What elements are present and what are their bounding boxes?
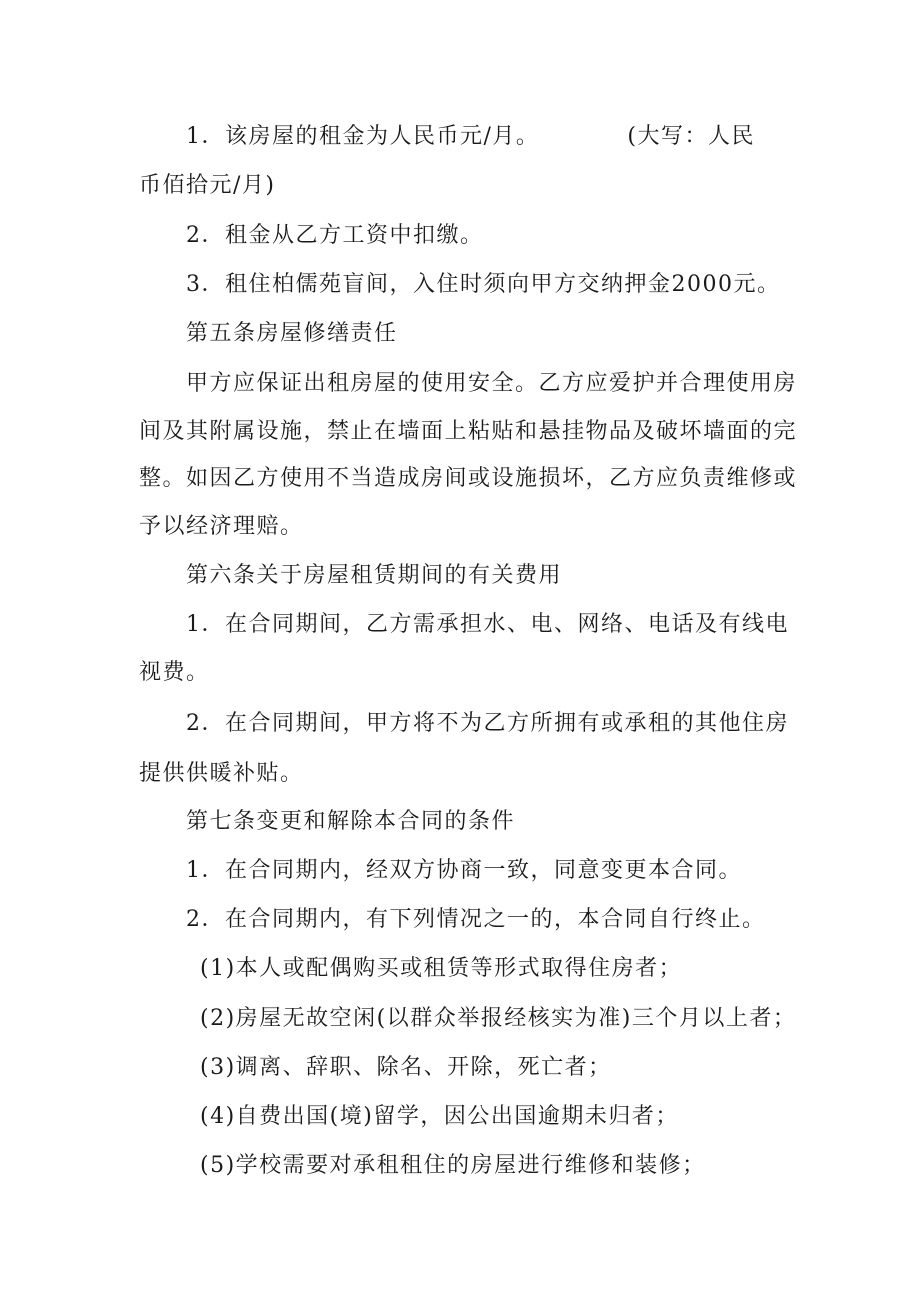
article-5-paragraph-line: 整。如因乙方使用不当造成房间或设施损坏，乙方应负责维修或 — [139, 466, 798, 491]
article-6-heading: 第六条关于房屋租赁期间的有关费用 — [186, 563, 563, 588]
rent-amount-uppercase: (大写：人民 — [627, 124, 756, 149]
rent-amount-line — [186, 123, 755, 151]
article-5-heading: 第五条房屋修缮责任 — [186, 321, 398, 346]
rent-amount-continuation: 币佰拾元/月) — [139, 173, 276, 198]
article-7-subitem: (3)调离、辞职、除名、开除，死亡者； — [200, 1055, 612, 1080]
rent-amount-text: 1．该房屋的租金为人民币元/月。 — [186, 124, 540, 149]
article-7-item-1: 1．在合同期内，经双方协商一致，同意变更本合同。 — [186, 858, 742, 883]
article-7-item-2: 2．在合同期内，有下列情况之一的，本合同自行终止。 — [186, 907, 766, 932]
article-6-item-2: 2．在合同期间，甲方将不为乙方所拥有或承租的其他住房 — [186, 711, 789, 736]
article-6-item-1: 1．在合同期间，乙方需承担水、电、网络、电话及有线电 — [186, 612, 789, 637]
article-5-paragraph-line: 甲方应保证出租房屋的使用安全。乙方应爱护并合理使用房 — [186, 371, 798, 396]
article-6-item-2-continuation: 提供供暖补贴。 — [139, 761, 304, 786]
article-7-subitem: (4)自费出国(境)留学，因公出国逾期未归者； — [200, 1104, 679, 1129]
article-7-subitem: (5)学校需要对承租租住的房屋进行维修和装修； — [200, 1153, 706, 1178]
article-7-subitem: (1)本人或配偶购买或租赁等形式取得住房者； — [200, 956, 683, 981]
deposit-clause: 3．租住柏儒苑盲间，入住时须向甲方交纳押金2000元。 — [186, 272, 781, 297]
rent-deduction-clause: 2．租金从乙方工资中扣缴。 — [186, 223, 484, 248]
article-7-subitem: (2)房屋无故空闲(以群众举报经核实为准)三个月以上者； — [200, 1006, 797, 1031]
article-5-paragraph-line: 间及其附属设施，禁止在墙面上粘贴和悬挂物品及破坏墙面的完 — [139, 419, 798, 444]
article-7-heading: 第七条变更和解除本合同的条件 — [186, 809, 516, 834]
article-6-item-1-continuation: 视费。 — [139, 660, 210, 685]
article-5-paragraph-line: 予以经济理赔。 — [139, 514, 304, 539]
